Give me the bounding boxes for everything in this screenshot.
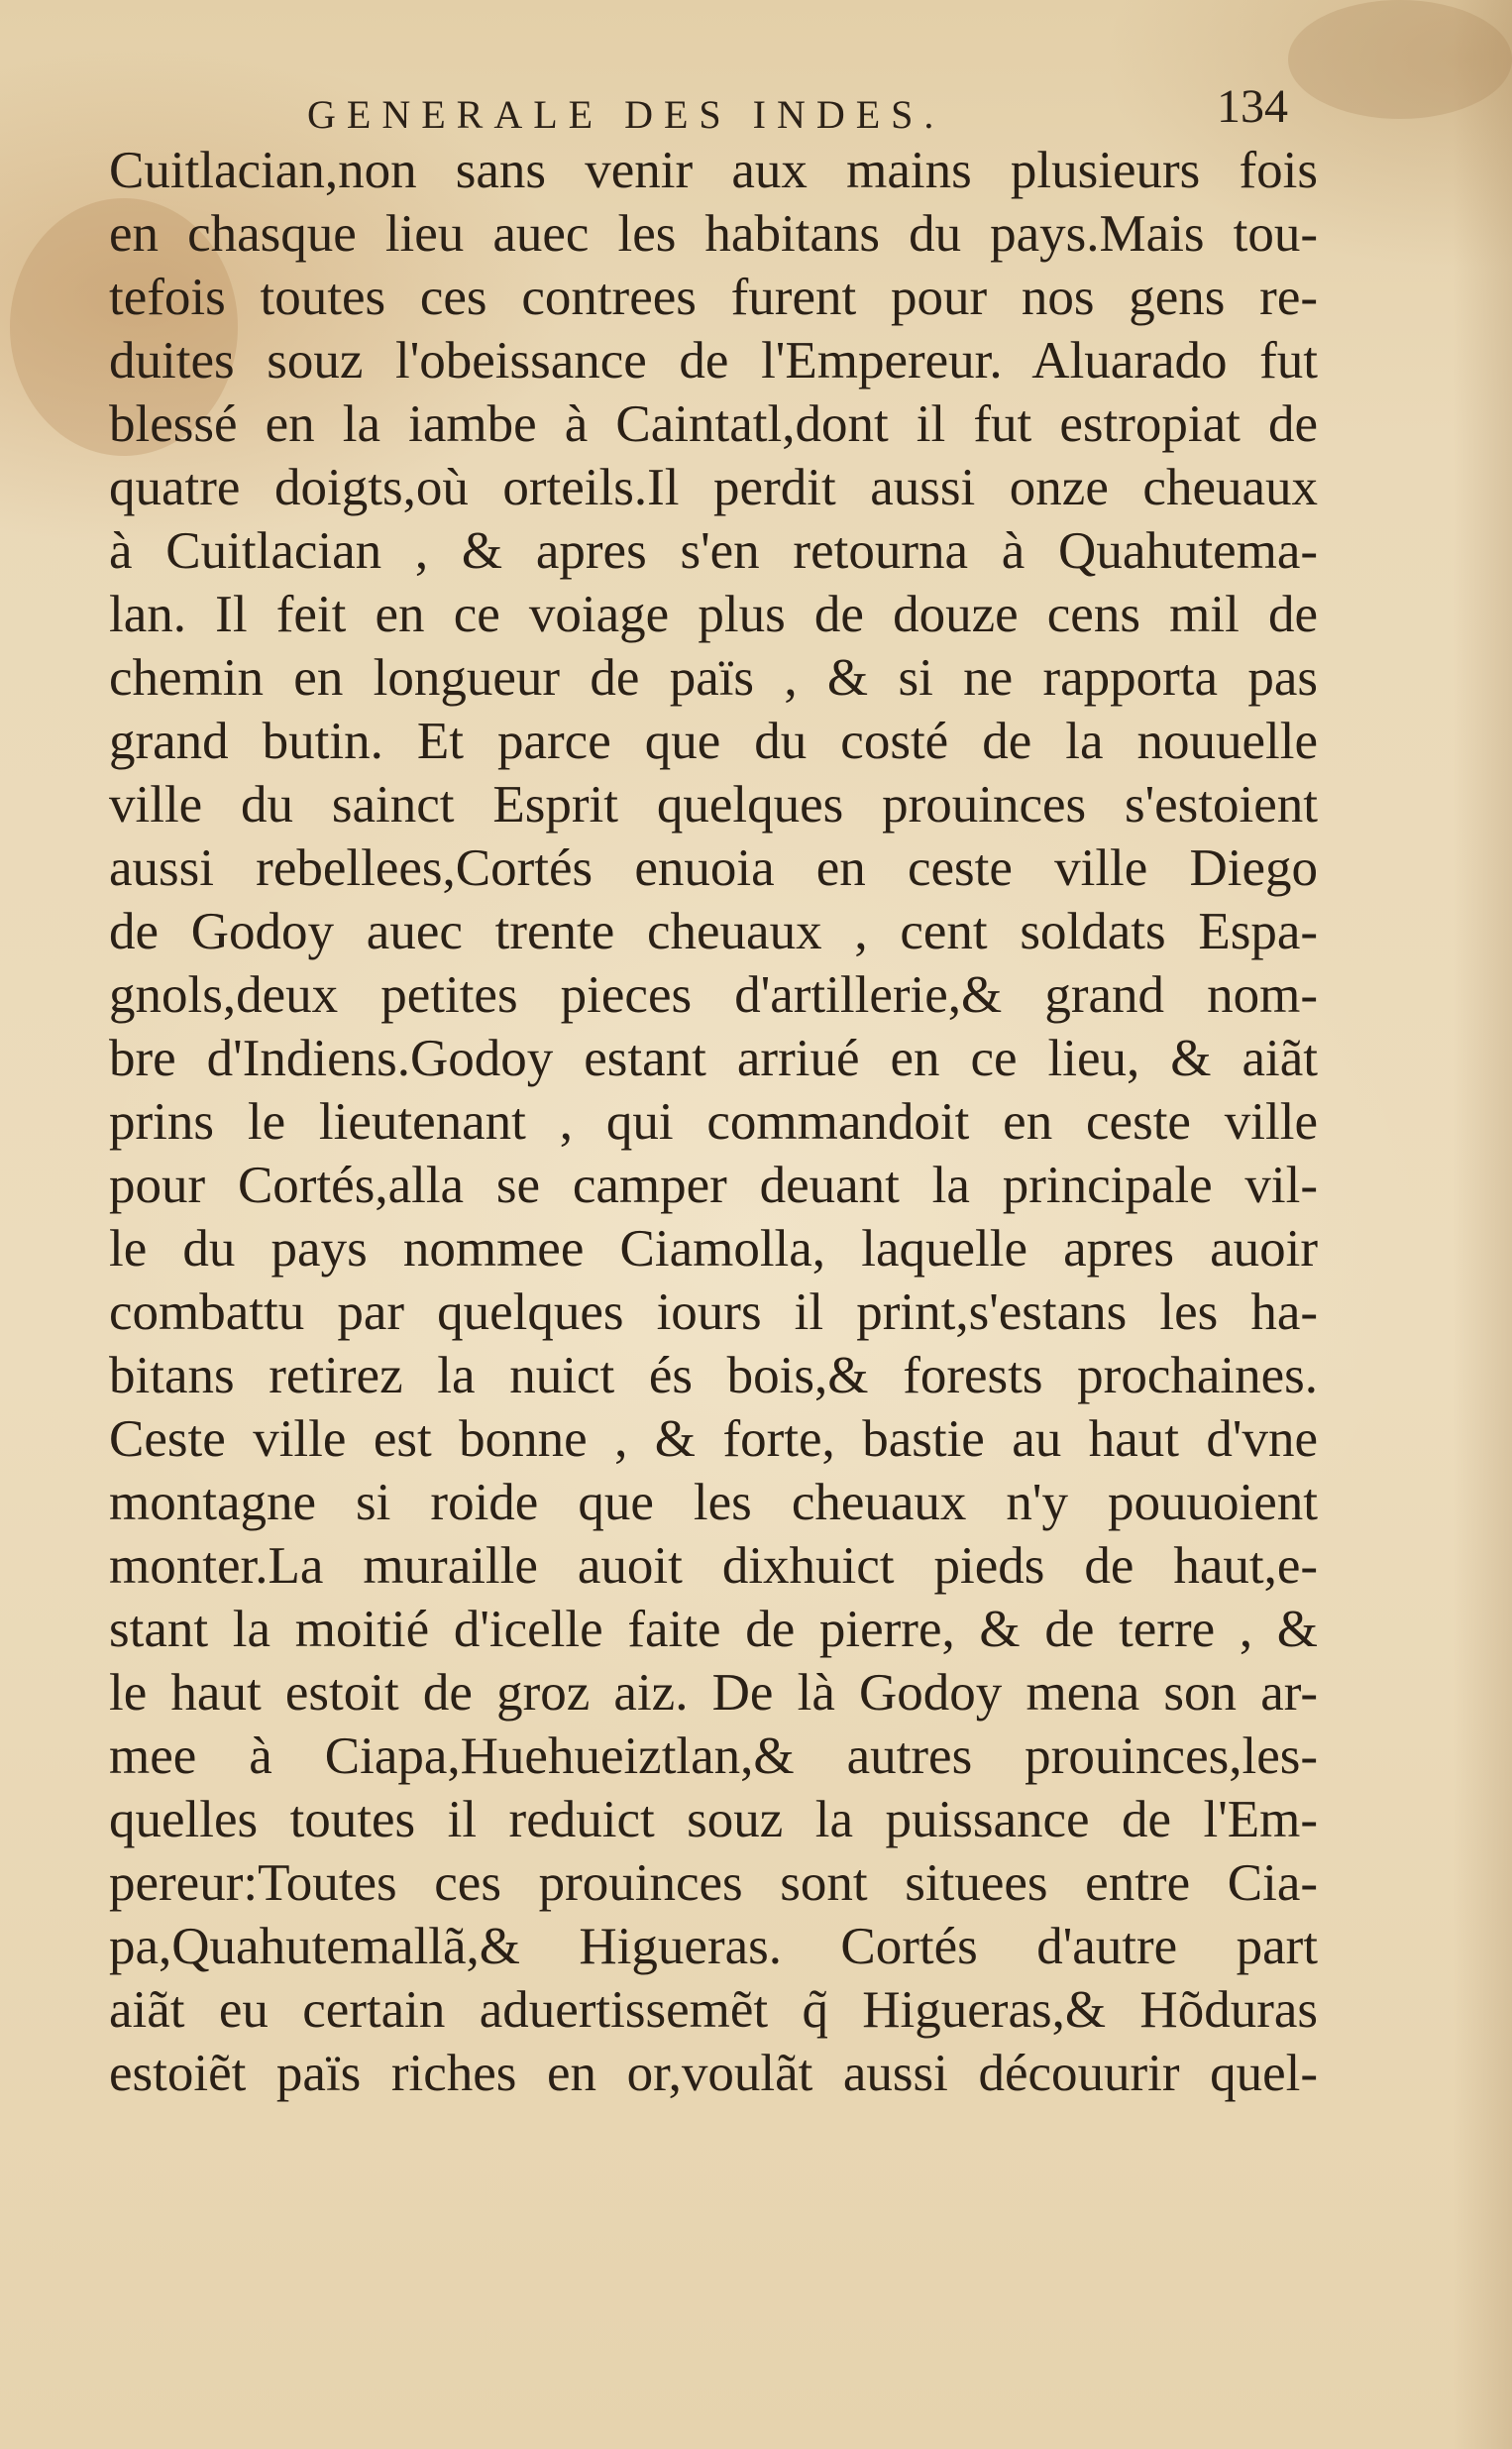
text-line: gnols,deux petites pieces d'artillerie,& grand nom- <box>109 966 1318 1024</box>
text-line: en chasque lieu auec les habitans du pays.Mais tou- <box>109 205 1318 263</box>
text-line: combattu par quelques iours il print,s'estans les ha- <box>109 1283 1318 1341</box>
text-line: pereur:Toutes ces prouinces sont situees entre Cia- <box>109 1854 1318 1912</box>
text-line: mee à Ciapa,Huehueiztlan,& autres prouinces,les- <box>109 1727 1318 1785</box>
text-line: de Godoy auec trente cheuaux , cent soldats Espa- <box>109 903 1318 960</box>
text-line: chemin en longueur de païs , & si ne rapporta pas <box>109 649 1318 707</box>
text-line: lan. Il feit en ce voiage plus de douze cens mil de <box>109 586 1318 643</box>
text-line: bre d'Indiens.Godoy estant arriué en ce lieu, & aiãt <box>109 1030 1318 1087</box>
text-line: pa,Quahutemallã,& Higueras. Cortés d'autre part <box>109 1918 1318 1975</box>
text-line: Cuitlacian,non sans venir aux mains plusieurs fois <box>109 142 1318 199</box>
body-text <box>109 139 1318 2105</box>
text-line: estoiẽt païs riches en or,voulãt aussi découurir quel- <box>109 2045 1318 2102</box>
text-line: à Cuitlacian , & apres s'en retourna à Quahutema- <box>109 522 1318 580</box>
page-number: 134 <box>1217 80 1288 133</box>
text-line: quatre doigts,où orteils.Il perdit aussi onze cheuaux <box>109 459 1318 516</box>
text-line: Ceste ville est bonne , & forte, bastie au haut d'vne <box>109 1410 1318 1468</box>
text-line: blessé en la iambe à Caintatl,dont il fut estropiat de <box>109 395 1318 453</box>
text-line: bitans retirez la nuict és bois,& forests prochaines. <box>109 1347 1318 1404</box>
text-line: duites souz l'obeissance de l'Empereur. Aluarado fut <box>109 332 1318 390</box>
text-line: pour Cortés,alla se camper deuant la principale vil- <box>109 1157 1318 1214</box>
text-line: quelles toutes il reduict souz la puissance de l'Em- <box>109 1791 1318 1848</box>
running-head: GENERALE DES INDES. <box>307 92 945 137</box>
page-edge-shadow <box>1453 0 1512 2449</box>
text-line: le haut estoit de groz aiz. De là Godoy mena son ar- <box>109 1664 1318 1722</box>
text-line: ville du sainct Esprit quelques prouinces s'estoient <box>109 776 1318 834</box>
text-line: tefois toutes ces contrees furent pour nos gens re- <box>109 269 1318 326</box>
text-line: montagne si roide que les cheuaux n'y pouuoient <box>109 1474 1318 1531</box>
text-line: le du pays nommee Ciamolla, laquelle apres auoir <box>109 1220 1318 1278</box>
paper-stain <box>1288 0 1512 119</box>
text-line: monter.La muraille auoit dixhuict pieds de haut,e- <box>109 1537 1318 1595</box>
text-line: stant la moitié d'icelle faite de pierre, & de terre , & <box>109 1601 1318 1658</box>
text-line: aussi rebellees,Cortés enuoia en ceste ville Diego <box>109 839 1318 897</box>
text-line: prins le lieutenant , qui commandoit en ceste ville <box>109 1093 1318 1151</box>
text-line: aiãt eu certain aduertissemẽt q̃ Higueras,& Hõduras <box>109 1981 1318 2039</box>
text-line: grand butin. Et parce que du costé de la nouuelle <box>109 713 1318 770</box>
